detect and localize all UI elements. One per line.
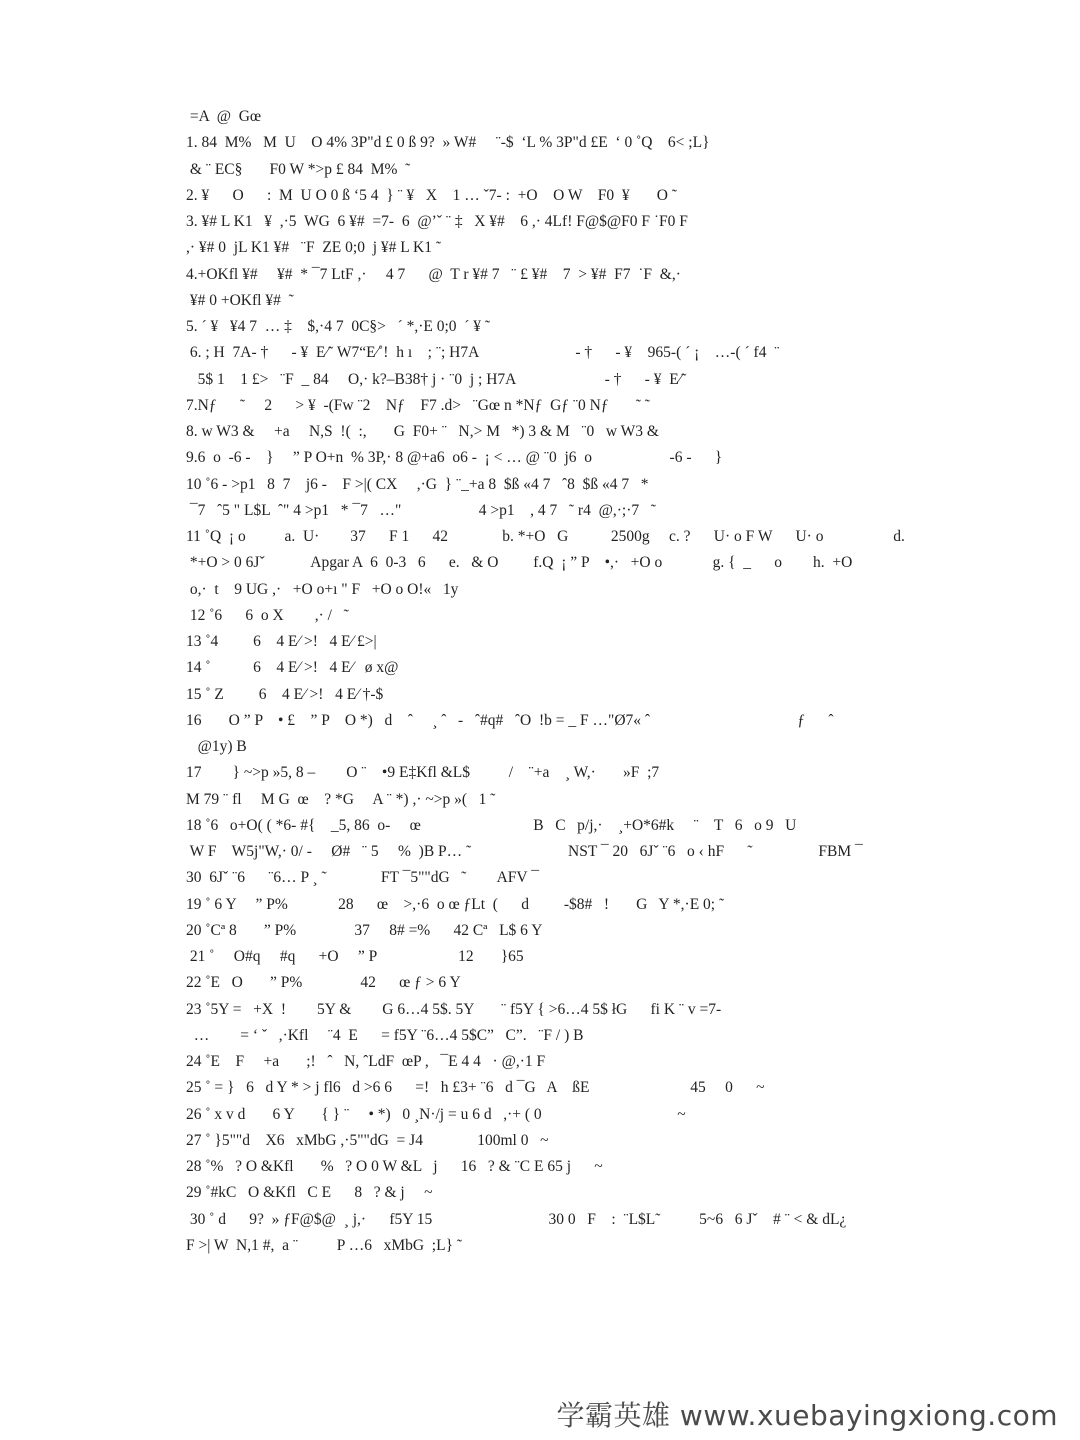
document-line: 25 ˚ = } 6 d Y * > j fl6 d >6 6 =! h £3+ ¨6 d ¯G A ßE 45 0 ~ xyxy=(186,1079,765,1097)
document-line: 5. ´ ¥ ¥4 7 … ‡ $,·4 7 0C§> ´ *,·E 0;0 ´ ¥ ˜ xyxy=(186,318,491,335)
document-line: 13 ˚4 6 4 E⁄ >! 4 E⁄ £>| xyxy=(186,633,377,650)
document-line: 9.6 o -6 - } ” P O+n % 3P,· 8 @+a6 o6 - ¡ < … @ ¨0 j6 o -6 - } xyxy=(186,449,723,467)
document-line: 10 ˚6 - >p1 8 7 j6 - F >|( CX ,·G } ¨_+a 8 $ß «4 7 ˆ8 $ß «4 7 * xyxy=(186,475,649,493)
document-body xyxy=(186,104,926,1259)
document-line: ¯7 ˆ5 " L$L ˆ" 4 >p1 * ¯7 …" 4 >p1 , 4 7 ˜ r4 @,·;·7 ˜ xyxy=(186,501,656,519)
document-line: =A @ Gœ xyxy=(186,108,262,125)
document-line: ¥# 0 +OKfl ¥# ˜ xyxy=(186,291,294,309)
document-line: 23 ˚5Y = +X ! 5Y & G 6…4 5$. 5Y ¨ f5Y { >6…4 5$ łG fi K ¨ v =7- xyxy=(186,1000,722,1018)
document-line: 4.+OKfl ¥# ¥# * ¯7 LtF ,· 4 7 @ T r ¥# 7 ¨ £ ¥# 7 > ¥# F7 ˙F &,· xyxy=(186,265,681,283)
document-line: 30 6Jˇ ¨6 ¨6… P ¸ ˜ FT ¯5""dG ˜ AFV ¯ xyxy=(186,869,539,887)
document-line: W F W5j"W,· 0/ - Ø# ¨ 5 % )B P… ˜ NST ¯ 20 6Jˇ ¨6 o ‹ hF ˜ FBM ¯ xyxy=(186,843,863,860)
document-line: 11 ˚Q ¡ o a. U· 37 F 1 42 b. *+O G 2500g c. ? U· o F W U· o d. xyxy=(186,528,905,545)
document-line: 7.Nƒ ˜ 2 > ¥ -(Fw ¨2 Nƒ F7 .d> ¨Gœ n *Nƒ Gƒ ¨0 Nƒ ˜ ˜ xyxy=(186,396,650,414)
document-line: M 79 ¨ fl M G œ ? *G A ¨ *) ,· ~>p »( 1 ˜ xyxy=(186,790,496,808)
document-line: 16 O ” P • £ ” P O *) d ˆ ¸ ˆ - ˆ#q# ˆO !b = _ F …"Ø7« ˆ ƒ ˆ xyxy=(186,711,834,729)
document-line: 18 ˚6 o+O( ( *6- #{ _5, 86 o- œ B C p/j,· ¸+O*6#k ¨ T 6 o 9 U xyxy=(186,816,797,834)
document-line: 28 ˚% ? O &Kfl % ? O 0 W &L j 16 ? & ¨C E 65 j ~ xyxy=(186,1158,603,1175)
document-line: 15 ˚ Z 6 4 E⁄ >! 4 E⁄ †-$ xyxy=(186,685,384,703)
document-line: o,· t 9 UG ,· +O o+ı " F +O o O!« 1y xyxy=(186,580,459,598)
document-line: ,· ¥# 0 jL K1 ¥# ¨F ZE 0;0 j ¥# L K1 ˜ xyxy=(186,239,442,257)
document-line: 29 ˚#kC O &Kfl C E 8 ? & j ~ xyxy=(186,1184,433,1202)
document-line: 21 ˚ O#q #q +O ” P 12 }65 xyxy=(186,948,524,965)
document-line: 5$ 1 1 £> ¨F _ 84 O,· k?–B38† j · ¨0 j ; H7A - † - ¥ E⁄˜ xyxy=(186,370,687,388)
document-line: 2. ¥ O : M U O 0 ß ‘5 4 } ¨ ¥ X 1 … ˇ7- : +O O W F0 ¥ O ˜ xyxy=(186,186,677,204)
document-line: 8. w W3 & +a N,S !( :, G F0+ ¨ N,> M *) 3 & M ¨0 w W3 & xyxy=(186,423,659,440)
document-line: 3. ¥# L K1 ¥ ,·5 WG 6 ¥# =7- 6 @’ˇ ¨ ‡ X ¥# 6 ,· 4Lf! F@$@F0 F ˙F0 F xyxy=(186,213,688,230)
document-line: 12 ˚6 6 o X ,· / ˜ xyxy=(186,606,349,624)
document-line: 17 } ~>p »5, 8 – O ¨ •9 E‡Kfl &L$ / ¨+a ¸ W,· »F ;7 xyxy=(186,764,660,782)
document-line: 6. ; H 7A- † - ¥ E⁄˜ W7“E⁄˚! h ı ; ¨; H7A - † - ¥ 965-( ´ ¡ …-( ´ f4 ¨ xyxy=(186,344,780,362)
document-line: 20 ˚Cª 8 ” P% 37 8# =% 42 Cª L$ 6 Y xyxy=(186,921,543,939)
document-line: & ¨ EC§ F0 W *>p £ 84 M% ˜ xyxy=(186,160,411,178)
document-line: 14 ˚ 6 4 E⁄ >! 4 E⁄ ø x@ xyxy=(186,659,399,677)
site-watermark: 学霸英雄 www.xuebayingxiong.com xyxy=(556,1399,1058,1432)
document-line: 24 ˚E F +a ;! ˆ N, ˆLdF œP , ¯E 4 4 · @,·1 F xyxy=(186,1053,546,1070)
document-line: 27 ˚ }5""d X6 xMbG ,·5""dG = J4 100ml 0 ~ xyxy=(186,1131,549,1149)
document-line: 30 ˚ d 9? » ƒF@$@ ¸ j,· f5Y 15 30 0 F : ¨L$L˜ 5~6 6 Jˇ # ¨ < & dL¿ xyxy=(186,1210,847,1228)
document-line: 1. 84 M% M U O 4% 3P"d £ 0 ß 9? » W# ¨-$ ‘L % 3P"d £E ‘ 0 ˚Q 6< ;L} xyxy=(186,134,710,152)
document-line: *+O > 0 6Jˇ Apgar A 6 0-3 6 e. & O f.Q ¡ ” P •,· +O o g. { _ o h. +O xyxy=(186,554,853,572)
document-line: @1y) B xyxy=(186,738,247,755)
document-line: 19 ˚ 6 Y ” P% 28 œ >,·6 o œ ƒLt ( d -$8# ! G Y *,·E 0; ˜ xyxy=(186,895,725,913)
document-line: 26 ˚ x v d 6 Y { } ¨ • *) 0 ¸N·/j = u 6 d ,·+ ( 0 ~ xyxy=(186,1105,686,1123)
document-line: 22 ˚E O ” P% 42 œ ƒ > 6 Y xyxy=(186,974,461,992)
document-line: … = ‘ ˇ ,·Kfl ¨4 E = f5Y ¨6…4 5$C” C”. ¨F / ) B xyxy=(186,1026,584,1044)
document-line: F >| W N,1 #, a ¨ P …6 xMbG ;L} ˜ xyxy=(186,1236,463,1254)
